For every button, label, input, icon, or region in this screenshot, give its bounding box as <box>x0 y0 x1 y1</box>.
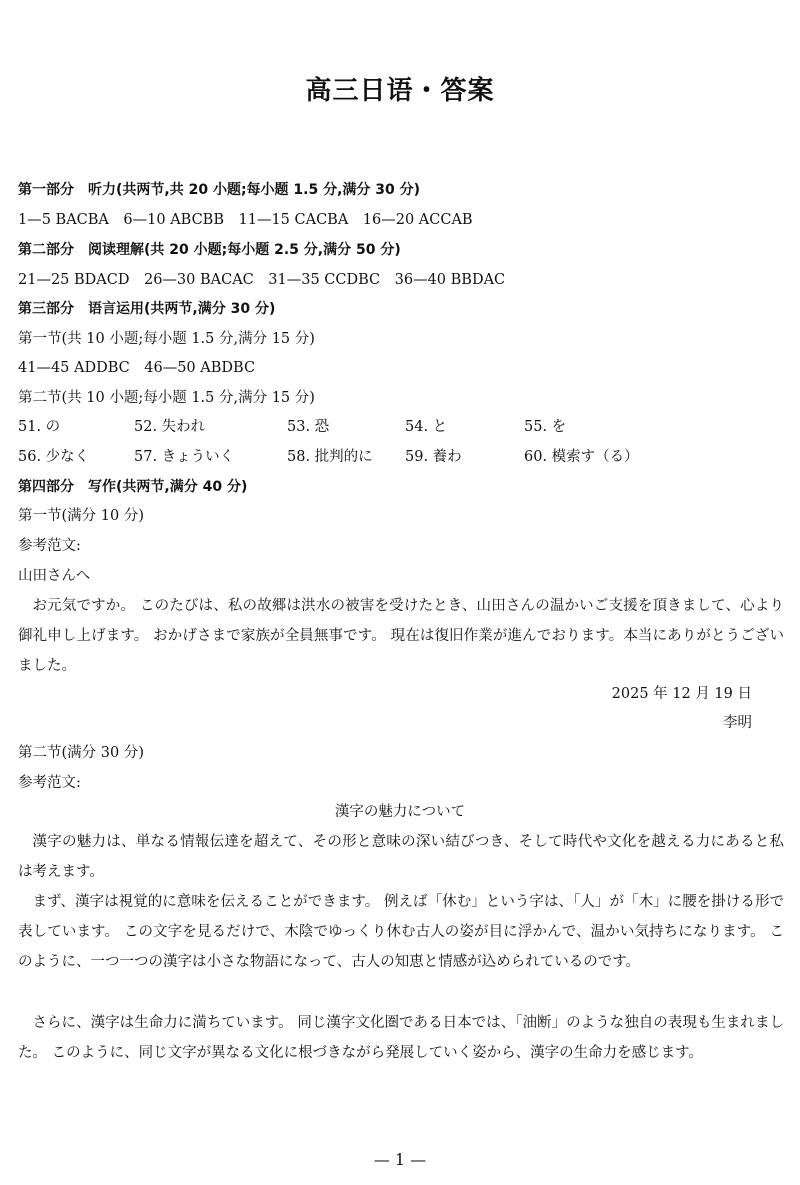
answer-56: 56. 少なく <box>18 449 90 465</box>
answer-57: 57. きょういく <box>134 449 235 465</box>
part4-header: 第四部分 写作(共两节,满分 40 分) <box>18 479 248 495</box>
sample-label-1: 参考范文: <box>18 538 81 554</box>
answer-59: 59. 養わ <box>405 449 462 465</box>
letter-signature: 李明 <box>723 715 752 731</box>
answer-60: 60. 模索す（る） <box>524 449 639 465</box>
sample-label-2: 参考范文: <box>18 775 81 791</box>
answer-55: 55. を <box>524 419 567 435</box>
essay-paragraph-2: まず、漢字は視覚的に意味を伝えることができます。 例えば「休む」という字は、「人」が「木」に腰を掛ける形で表しています。 この文字を見るだけで、木陰でゆっくり休む古人の姿が目に浮かんで、温かい気持ちになります。 このように、一つ一つの漢字は小さな物語になって、古人の知恵と情感が込められているのです。 <box>18 894 784 971</box>
part3-header: 第三部分 语言运用(共两节,满分 30 分) <box>18 301 276 317</box>
part1-answers: 1—5 BACBA 6—10 ABCBB 11—15 CACBA 16—20 ACCAB <box>18 212 473 228</box>
part3-section1-header: 第一节(共 10 小题;每小题 1.5 分,满分 15 分) <box>18 331 315 347</box>
essay-title: 漢字の魅力について <box>334 804 466 820</box>
part4-section2-header: 第二节(满分 30 分) <box>18 745 144 761</box>
part3-section1-answers: 41—45 ADDBC 46—50 ABDBC <box>18 360 256 376</box>
answer-53: 53. 恐 <box>287 419 330 435</box>
answer-51: 51. の <box>18 419 61 435</box>
answer-58: 58. 批判的に <box>287 449 373 465</box>
page-number: — 1 — <box>373 1150 427 1169</box>
answer-52: 52. 失われ <box>134 419 206 435</box>
essay-paragraph-1: 漢字の魅力は、単なる情報伝達を超えて、その形と意味の深い結びつき、そして時代や文化を越える力にあると私は考えます。 <box>18 834 784 881</box>
answer-54: 54. と <box>405 419 448 435</box>
letter-greeting: 山田さんへ <box>18 568 91 584</box>
part2-answers: 21—25 BDACD 26—30 BACAC 31—35 CCDBC 36—40 BBDAC <box>18 272 506 288</box>
essay-paragraph-3: さらに、漢字は生命力に満ちています。 同じ漢字文化圏である日本では、「油断」のような独自の表現も生まれました。 このように、同じ文字が異なる文化に根づきながら発展していく姿から、漢字の生命力を感じます。 <box>18 1015 784 1062</box>
page-title: 高三日语・答案 <box>305 76 495 106</box>
letter-date: 2025 年 12 月 19 日 <box>611 686 752 702</box>
part2-header: 第二部分 阅读理解(共 20 小题;每小题 2.5 分,满分 50 分) <box>18 242 401 258</box>
part4-section1-header: 第一节(满分 10 分) <box>18 508 144 524</box>
part1-header: 第一部分 听力(共两节,共 20 小题;每小题 1.5 分,满分 30 分) <box>18 182 421 198</box>
part3-section2-header: 第二节(共 10 小题;每小题 1.5 分,满分 15 分) <box>18 390 315 406</box>
letter-body: お元気ですか。 このたびは、私の故郷は洪水の被害を受けたとき、山田さんの温かいご支援を頂きまして、心より御礼申し上げます。 おかげさまで家族が全員無事です。 現在は復旧作業が進んでおります。本当にありがとうございました。 <box>18 598 784 675</box>
